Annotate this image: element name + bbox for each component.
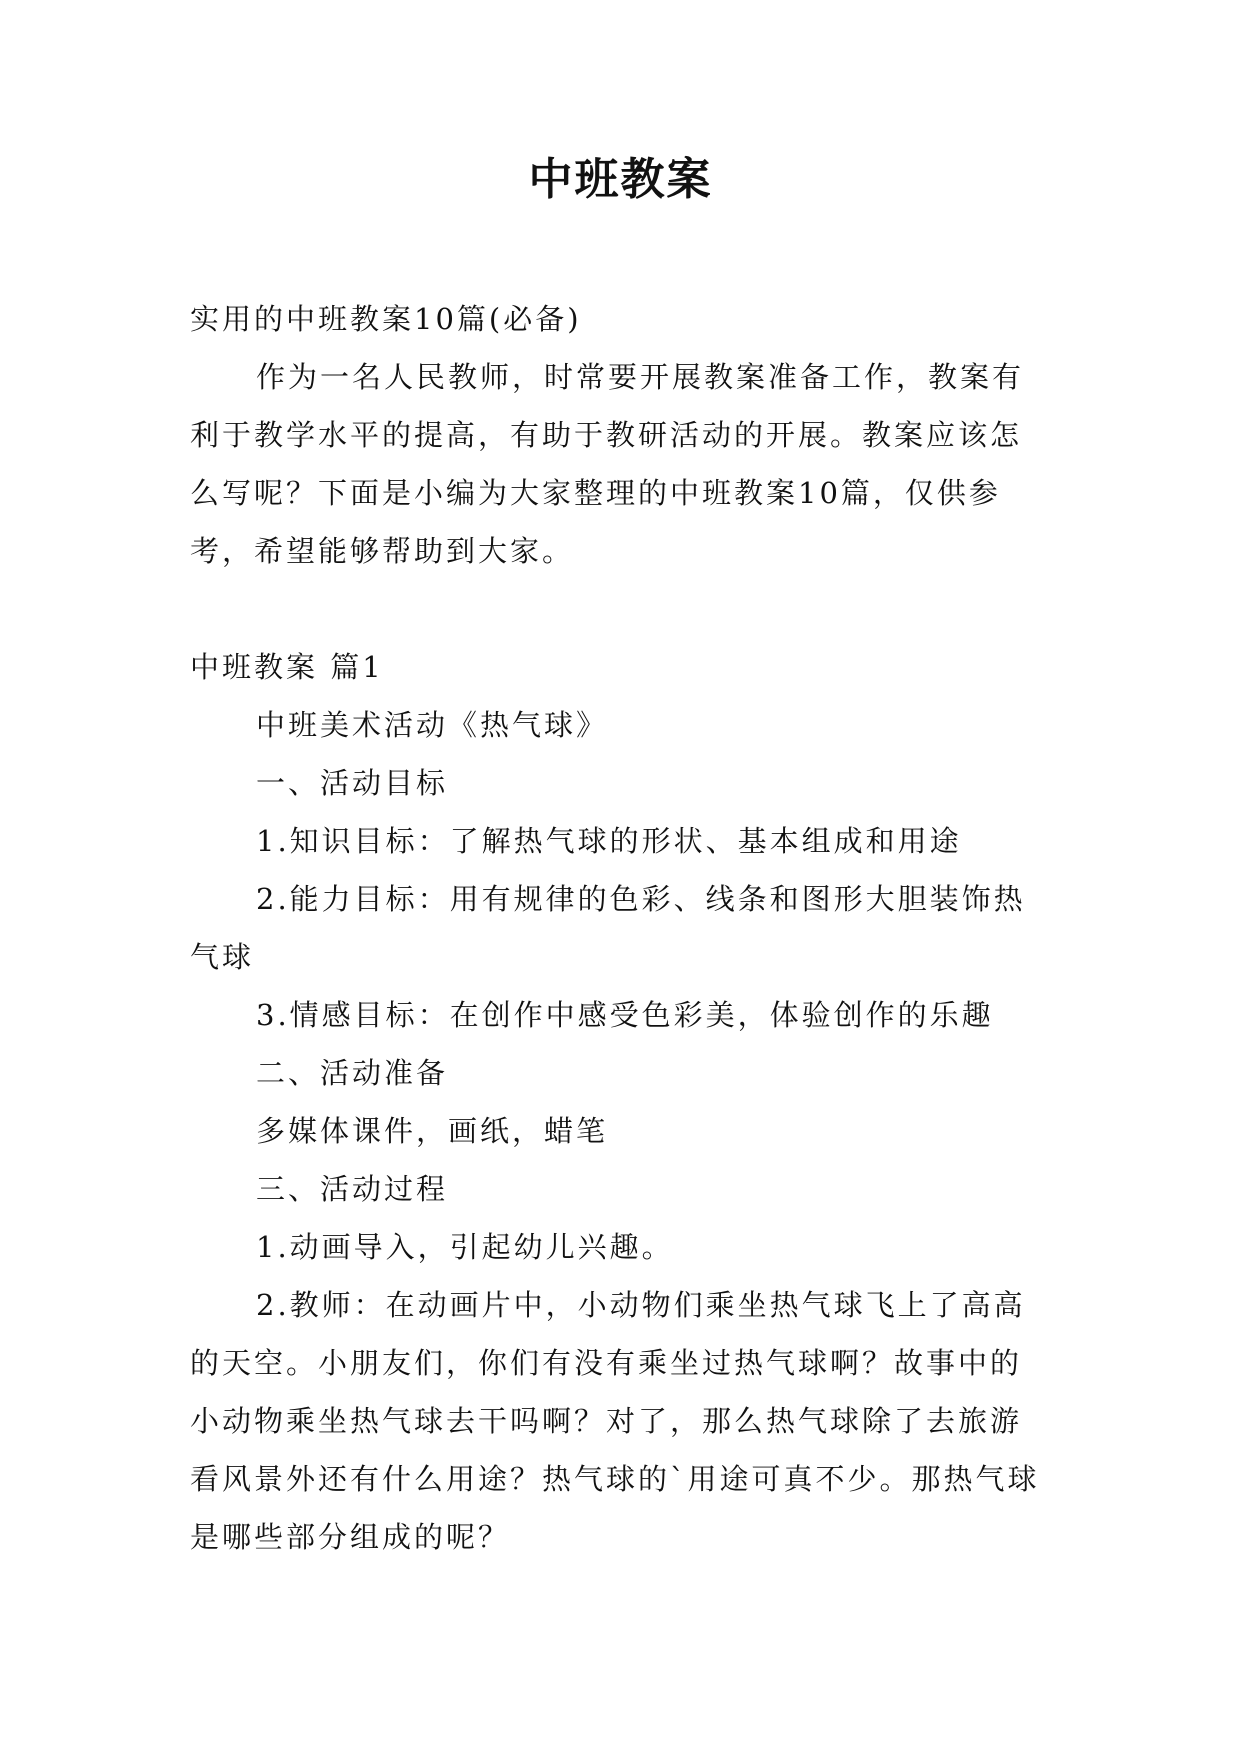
paragraph-objective-knowledge: 1.知识目标：了解热气球的形状、基本组成和用途 [256, 824, 962, 858]
document-title: 中班教案 [528, 154, 713, 205]
paragraph-objective-ability: 2.能力目标：用有规律的色彩、线条和图形大胆装饰热气球 [190, 882, 1026, 974]
paragraph-preparation-items: 多媒体课件，画纸，蜡笔 [256, 1114, 609, 1148]
paragraph-process-heading: 三、活动过程 [256, 1172, 449, 1206]
paragraph-objectives-heading: 一、活动目标 [256, 766, 449, 800]
intro-paragraph: 作为一名人民教师，时常要开展教案准备工作，教案有利于教学水平的提高，有助于教研活动的开展。教案应该怎么写呢？下面是小编为大家整理的中班教案10篇，仅供参考，希望能够帮助到大家。 [190, 360, 1025, 568]
paragraph-process-step-1: 1.动画导入，引起幼儿兴趣。 [256, 1230, 674, 1264]
paragraph-objective-emotion: 3.情感目标：在创作中感受色彩美，体验创作的乐趣 [256, 998, 994, 1032]
document-body [190, 290, 1050, 1566]
paragraph-activity-title: 中班美术活动《热气球》 [256, 708, 609, 742]
paragraph-preparation-heading: 二、活动准备 [256, 1056, 449, 1090]
paragraph-process-step-2: 2.教师：在动画片中，小动物们乘坐热气球飞上了高高的天空。小朋友们，你们有没有乘坐过热气球啊？故事中的小动物乘坐热气球去干吗啊？对了，那么热气球除了去旅游看风景外还有什么用途？热气球的`用途可真不少。那热气球是哪些部分组成的呢？ [190, 1288, 1040, 1554]
section-heading: 中班教案 篇1 [190, 650, 384, 684]
document-subtitle: 实用的中班教案10篇(必备) [190, 302, 582, 336]
